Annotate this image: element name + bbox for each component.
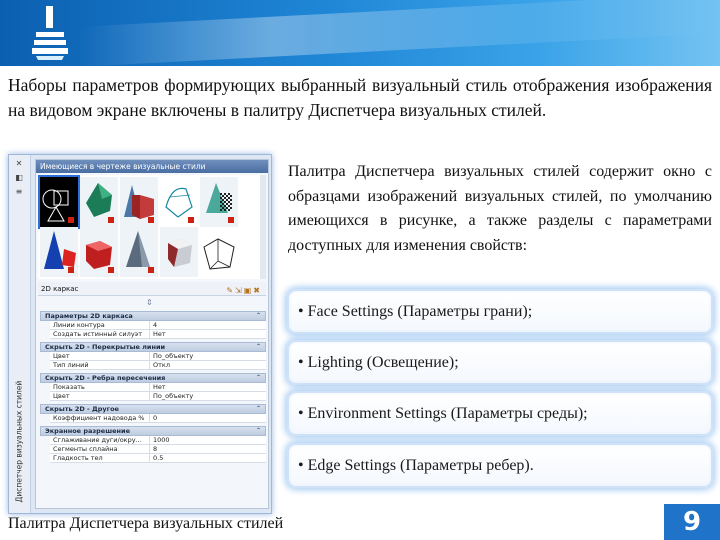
collapse-icon[interactable]: ⌃ xyxy=(255,343,261,350)
property-value[interactable]: Откл xyxy=(153,361,170,369)
property-name: Коэффициент надовода % xyxy=(50,414,150,422)
property-value[interactable]: 0.5 xyxy=(153,454,164,462)
property-name: Создать истинный силуэт xyxy=(50,330,150,338)
apply-icon[interactable]: ⇲ xyxy=(235,286,244,295)
splitter-handle-icon[interactable]: ⇕ xyxy=(146,298,153,307)
style-sample-shaded-edges[interactable] xyxy=(200,177,238,227)
property-row[interactable] xyxy=(50,454,266,463)
collapse-icon[interactable]: ⌃ xyxy=(255,427,261,434)
section-header[interactable] xyxy=(40,311,266,321)
intro-paragraph: Наборы параметров формирующих выбранный визуальный стиль отображения изображения на видовом экране включены в палитру Диспетчера визуальных стилей. xyxy=(8,75,712,120)
properties-panel xyxy=(40,308,266,463)
collapse-icon[interactable]: ⌃ xyxy=(255,405,261,412)
section-title: Экранное разрешение xyxy=(45,427,130,435)
page-number: 9 xyxy=(664,504,720,540)
palette-main xyxy=(35,159,269,509)
property-value[interactable]: 1000 xyxy=(153,436,170,444)
style-sample-wireframe[interactable] xyxy=(200,227,238,277)
style-sample-sketchy[interactable] xyxy=(160,177,198,227)
list-item-text: • Environment Settings (Параметры среды); xyxy=(298,405,588,422)
figure-caption: Палитра Диспетчера визуальных стилей xyxy=(8,515,284,532)
stacked-pages-logo-icon xyxy=(32,4,68,62)
property-row[interactable] xyxy=(50,361,266,370)
property-value[interactable]: Нет xyxy=(153,330,166,338)
current-style-bar xyxy=(38,282,266,296)
property-row[interactable] xyxy=(50,445,266,454)
new-style-icon[interactable]: ✎ xyxy=(226,286,236,295)
property-name: Показать xyxy=(50,383,150,391)
style-samples-grid xyxy=(38,175,266,279)
property-row[interactable] xyxy=(50,330,266,339)
section-header[interactable] xyxy=(40,404,266,414)
property-value[interactable]: 0 xyxy=(153,414,158,422)
property-row[interactable] xyxy=(50,321,266,330)
list-item-environment-settings xyxy=(287,391,713,436)
style-sample-realistic[interactable] xyxy=(40,227,78,277)
list-item-text: • Edge Settings (Параметры ребер). xyxy=(298,457,534,474)
delete-icon[interactable]: ✖ xyxy=(253,286,262,295)
style-sample-shaded[interactable] xyxy=(80,227,118,277)
property-value[interactable]: По_объекту xyxy=(153,352,194,360)
style-sample-x-ray[interactable] xyxy=(160,227,198,277)
list-item-text: • Lighting (Освещение); xyxy=(298,354,459,371)
property-row[interactable] xyxy=(50,436,266,445)
property-value[interactable]: Нет xyxy=(153,383,166,391)
collapse-icon[interactable]: ⌃ xyxy=(255,312,261,319)
palette-title-strip xyxy=(9,155,31,513)
header-glow xyxy=(80,0,720,67)
property-value[interactable]: 4 xyxy=(153,321,158,329)
section-title: Параметры 2D каркаса xyxy=(45,312,133,320)
property-name: Цвет xyxy=(50,352,150,360)
visual-styles-manager-palette xyxy=(8,154,272,514)
palette-samples-title: Имеющиеся в чертеже визуальные стили xyxy=(36,160,268,173)
list-item-text: • Face Settings (Параметры грани); xyxy=(298,303,533,320)
export-icon[interactable]: ▣ xyxy=(243,286,254,295)
property-name: Гладкость тел xyxy=(50,454,150,462)
style-sample-conceptual[interactable] xyxy=(120,177,158,227)
close-icon[interactable]: ✕ xyxy=(15,159,23,168)
style-tools xyxy=(226,284,262,298)
autohide-icon[interactable]: ◧ xyxy=(15,173,23,182)
section-title: Скрыть 2D - Другое xyxy=(45,405,119,413)
header-band xyxy=(0,0,720,66)
palette-side-label: Диспетчер визуальных стилей xyxy=(14,380,24,503)
style-sample-2d-wireframe[interactable] xyxy=(40,177,78,227)
list-item-lighting xyxy=(287,340,713,385)
property-name: Тип линий xyxy=(50,361,150,369)
property-value[interactable]: По_объекту xyxy=(153,392,194,400)
property-name: Сегменты сплайна xyxy=(50,445,150,453)
style-sample-gray[interactable] xyxy=(120,227,158,277)
section-header[interactable] xyxy=(40,426,266,436)
list-item-edge-settings xyxy=(287,443,713,488)
property-row[interactable] xyxy=(50,383,266,392)
properties-icon[interactable]: ≡ xyxy=(15,187,23,196)
property-row[interactable] xyxy=(50,392,266,401)
property-name: Сглаживание дуги/окру... xyxy=(50,436,150,444)
style-sample-3d-hidden[interactable] xyxy=(80,177,118,227)
section-title: Скрыть 2D - Перекрытые линии xyxy=(45,343,166,351)
property-value[interactable]: 8 xyxy=(153,445,158,453)
property-row[interactable] xyxy=(50,352,266,361)
section-title: Скрыть 2D - Ребра пересечения xyxy=(45,374,166,382)
property-name: Цвет xyxy=(50,392,150,400)
section-header[interactable] xyxy=(40,342,266,352)
current-style-name: 2D каркас xyxy=(41,285,79,293)
palette-description: Палитра Диспетчера визуальных стилей содержит окно с образцами изображений визуальных стилей, по умолчанию имеющихся в рисунке, а также разделы с параметрами доступных для изменения свойств: xyxy=(288,163,712,254)
property-name: Линии контура xyxy=(50,321,150,329)
section-header[interactable] xyxy=(40,373,266,383)
property-row[interactable] xyxy=(50,414,266,423)
samples-scrollbar[interactable] xyxy=(260,175,266,279)
list-item-face-settings xyxy=(287,289,713,334)
collapse-icon[interactable]: ⌃ xyxy=(255,374,261,381)
